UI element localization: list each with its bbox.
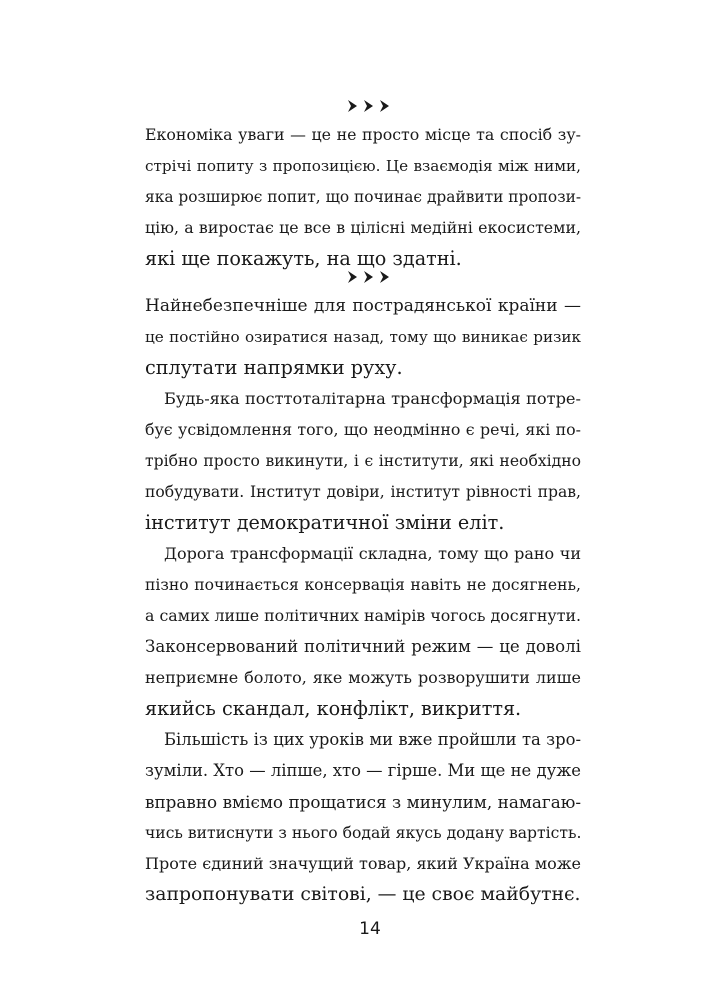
text-line: пізно починається консервація навіть не досягнень, [145, 576, 581, 594]
triple-chevron-icon [346, 270, 394, 284]
text-line: зуміли. Хто — ліпше, хто — гірше. Ми ще не дуже [145, 761, 581, 780]
section-separator [340, 96, 400, 116]
text-line: чись витиснути з нього бодай якусь додану вартість. [145, 824, 582, 842]
text-line: якийсь скандал, конфлікт, викриття. [145, 697, 522, 720]
text-line: вправно вміємо прощатися з минулим, намагаю- [145, 792, 581, 812]
text-line: бує усвідомлення того, що неодмінно є речі, які по- [145, 420, 581, 439]
text-line: Економіка уваги — це не просто місце та спосіб зу- [145, 125, 581, 144]
text-line: які ще покажуть, на що здатні. [145, 247, 462, 270]
text-line: Законсервований політичний режим — це доволі [145, 637, 581, 656]
text-line: Будь-яка посттоталітарна трансформація потре- [164, 389, 581, 408]
text-line: неприємне болото, яке можуть розворушити лише [145, 668, 581, 687]
text-line: Більшість із цих уроків ми вже пройшли та зро- [164, 730, 581, 749]
text-line: а самих лише політичних намірів чогось досягнути. [145, 606, 581, 625]
triple-chevron-icon [346, 99, 394, 113]
page-number: 14 [359, 919, 381, 939]
text-line: Проте єдиний значущий товар, який Україна може [145, 854, 581, 873]
text-line: це постійно озиратися назад, тому що виникає ризик [145, 328, 581, 346]
text-line: яка розширює попит, що починає драйвити пропози- [145, 188, 582, 206]
text-line: запропонувати світові, — це своє майбутнє. [145, 884, 581, 905]
text-line: цію, а виростає це все в цілісні медійні екосистеми, [145, 218, 581, 237]
text-line: побудувати. Інститут довіри, інститут рівності прав, [145, 483, 581, 501]
text-line: Найнебезпечніше для пострадянської країни — [145, 296, 581, 316]
section-separator [340, 267, 400, 287]
text-line: інститут демократичної зміни еліт. [145, 511, 505, 534]
text-line: сплутати напрямки руху. [145, 356, 403, 379]
text-line: стрічі попиту з пропозицією. Це взаємодія між ними, [145, 157, 581, 175]
text-line: Дорога трансформації складна, тому що рано чи [164, 544, 581, 563]
text-line: трібно просто викинути, і є інститути, які необхідно [145, 452, 581, 470]
